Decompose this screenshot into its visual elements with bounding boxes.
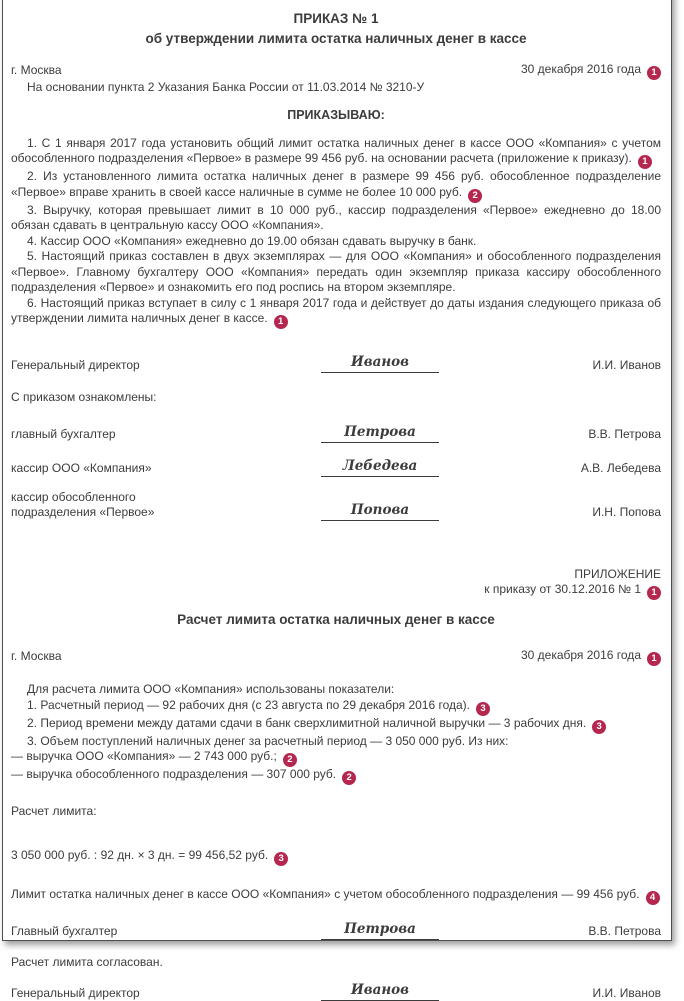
signature-role: кассир ООО «Компания» (11, 461, 321, 477)
order-date: 30 декабря 2016 года (521, 62, 641, 76)
signature-row-chief-accountant (11, 425, 661, 443)
callout-badge: 4 (646, 891, 660, 905)
callout-badge: 1 (647, 652, 661, 666)
appendix-date-group (521, 648, 661, 666)
order-clauses (11, 136, 661, 330)
handwritten-signature: Попова (321, 503, 439, 521)
indicator-revenue-company: — выручка ООО «Компания» — 2 743 000 руб.; 2 (11, 749, 661, 767)
signature-name: И.И. Иванов (439, 358, 661, 374)
signature-role: Генеральный директор (11, 986, 321, 1001)
signature-row-cashier-subdivision (11, 490, 661, 521)
callout-badge: 1 (647, 66, 661, 80)
indicator-1: 1. Расчетный период — 92 рабочих дня (с 23 августа по 29 декабря 2016 года). 3 (11, 698, 661, 716)
callout-badge: 1 (647, 586, 661, 600)
order-clause-4: 4. Кассир ООО «Компания» ежедневно до 19.00 обязан сдавать выручку в банк. (11, 234, 661, 250)
order-title-line2: об утверждении лимита остатка наличных денег в кассе (11, 29, 661, 49)
signature-name: А.В. Лебедева (439, 461, 661, 477)
appendix-label: ПРИЛОЖЕНИЕ (11, 567, 661, 583)
signature-name: В.В. Петрова (439, 924, 661, 940)
signature-name: И.Н. Попова (439, 505, 661, 521)
order-title-line1: ПРИКАЗ № 1 (11, 9, 661, 29)
order-clause-5: 5. Настоящий приказ составлен в двух экземплярах — для ООО «Компания» и обособленного подразделения «Первое». Главному бухгалтеру ООО «Компания» передать один экземпляр приказа кассиру обособленного подразделения «Первое» и ознакомить его под роспись на втором экземпляре. (11, 249, 661, 296)
acknowledged-heading: С приказом ознакомлены: (11, 390, 661, 406)
callout-badge: 1 (274, 315, 288, 329)
order-clause-1: 1. С 1 января 2017 года установить общий лимит остатка наличных денег в кассе ООО «Компания» с учетом обособленного подразделения «Первое» в размере 99 456 руб. на основании расчета (приложение к приказу). 1 (11, 136, 661, 170)
indicator-revenue-subdivision: — выручка обособленного подразделения — 307 000 руб. 2 (11, 767, 661, 785)
handwritten-signature: Петрова (321, 425, 439, 443)
agreed-text: Расчет лимита согласован. (11, 955, 661, 971)
signature-row-director (11, 355, 661, 373)
signature-row-appendix-accountant (11, 922, 661, 940)
appendix-intro: Для расчета лимита ООО «Компания» использованы показатели: (11, 682, 661, 698)
signature-role: кассир обособленного подразделения «Первое» (11, 490, 321, 521)
appendix-reference: к приказу от 30.12.2016 № 1 (484, 582, 641, 596)
signature-role: Генеральный директор (11, 358, 321, 374)
order-basis: На основании пункта 2 Указания Банка России от 11.03.2014 № 3210-У (11, 80, 661, 96)
document-page (2, 0, 672, 941)
callout-badge: 2 (468, 189, 482, 203)
order-date-group (521, 62, 661, 80)
appendix-title: Расчет лимита остатка наличных денег в кассе (11, 610, 661, 630)
order-clause-3: 3. Выручку, которая превышает лимит в 10 000 руб., кассир подразделения «Первое» ежедневно до 18.00 обязан сдавать в центральную кассу ООО «Компания». (11, 203, 661, 234)
signature-role: Главный бухгалтер (11, 924, 321, 940)
order-city-date-row (11, 62, 661, 80)
callout-badge: 3 (274, 852, 288, 866)
appendix-reference-line (11, 582, 661, 600)
appendix-city-date-row (11, 648, 661, 666)
callout-badge: 2 (283, 753, 297, 767)
order-city: г. Москва (11, 63, 62, 79)
handwritten-signature: Петрова (321, 922, 439, 940)
limit-formula: 3 050 000 руб. : 92 дн. × 3 дн. = 99 456,52 руб. 3 (11, 848, 661, 866)
indicator-2: 2. Период времени между датами сдачи в банк сверхлимитной наличной выручки — 3 рабочих дня. 3 (11, 716, 661, 734)
appendix-header (11, 567, 661, 601)
signature-row-cashier-company (11, 459, 661, 477)
signature-role: главный бухгалтер (11, 427, 321, 443)
appendix-date: 30 декабря 2016 года (521, 648, 641, 662)
limit-result: Лимит остатка наличных денег в кассе ООО «Компания» с учетом обособленного подразделения — 99 456 руб. 4 (11, 887, 661, 905)
handwritten-signature: Иванов (321, 355, 439, 373)
callout-badge: 2 (342, 771, 356, 785)
callout-badge: 3 (592, 720, 606, 734)
appendix-indicators (11, 698, 661, 786)
indicator-3: 3. Объем поступлений наличных денег за расчетный период — 3 050 000 руб. Из них: (11, 734, 661, 750)
signature-row-appendix-director (11, 983, 661, 1001)
order-clause-6: 6. Настоящий приказ вступает в силу с 1 января 2017 года и действует до даты издания следующего приказа об утверждении лимита наличных денег в кассе. 1 (11, 296, 661, 330)
callout-badge: 3 (476, 702, 490, 716)
resolution-heading: ПРИКАЗЫВАЮ: (11, 108, 661, 124)
signature-name: И.И. Иванов (439, 986, 661, 1001)
appendix-city: г. Москва (11, 649, 62, 665)
callout-badge: 1 (638, 155, 652, 169)
signature-name: В.В. Петрова (439, 427, 661, 443)
handwritten-signature: Лебедева (321, 459, 439, 477)
order-clause-2: 2. Из установленного лимита остатка наличных денег в размере 99 456 руб. обособленное подразделение «Первое» вправе хранить в своей кассе наличные в сумме не более 10 000 руб. 2 (11, 169, 661, 203)
calc-heading: Расчет лимита: (11, 804, 661, 820)
handwritten-signature: Иванов (321, 983, 439, 1001)
